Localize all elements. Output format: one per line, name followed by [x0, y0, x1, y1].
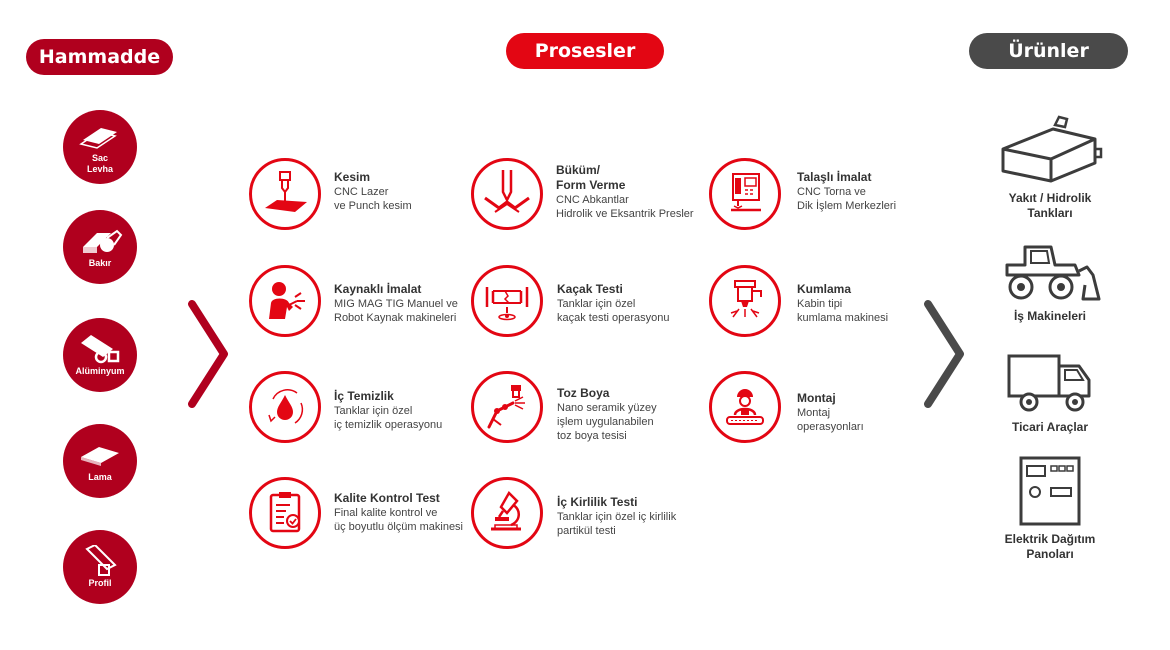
process-leak-test — [557, 282, 670, 325]
process-welding — [334, 282, 458, 325]
processes-header: Prosesler — [506, 33, 664, 69]
chevron-right-icon — [184, 298, 232, 410]
products-header: Ürünler — [969, 33, 1128, 69]
welder-icon — [259, 275, 311, 327]
process-assembly — [797, 391, 864, 434]
tank-icon — [995, 113, 1105, 187]
cleaning-drop-icon — [259, 381, 311, 433]
process-title: İç Temizlik — [334, 389, 394, 403]
raw-item-aluminium — [63, 318, 137, 392]
leak-test-icon — [481, 275, 533, 327]
raw-item-label: Lama — [88, 472, 112, 482]
process-title: Montaj — [797, 391, 836, 405]
product-label: Elektrik Dağıtım Panoları — [1004, 532, 1096, 561]
aluminium-profile-icon — [77, 333, 123, 365]
quality-clipboard-icon — [259, 487, 311, 539]
chevron-right-icon — [920, 298, 968, 410]
process-title: İç Kirlilik Testi — [557, 495, 638, 509]
cnc-machine-icon — [719, 168, 771, 220]
raw-item-label: Bakır — [88, 258, 112, 268]
raw-item-label: Alüminyum — [75, 366, 125, 376]
raw-item-copper — [63, 210, 137, 284]
product-tanks — [970, 113, 1130, 221]
raw-item-profile — [63, 530, 137, 604]
process-icon-cutting — [249, 158, 321, 230]
process-quality — [334, 491, 463, 534]
press-brake-icon — [481, 168, 533, 220]
copper-bar-icon — [77, 225, 123, 257]
process-powder-coating — [557, 386, 657, 443]
process-icon-machining — [709, 158, 781, 230]
process-icon-contamination — [471, 477, 543, 549]
raw-item-sheet — [63, 110, 137, 184]
box-profile-icon — [77, 545, 123, 577]
process-desc: Nano seramik yüzey işlem uygulanabilen toz boya tesisi — [557, 402, 657, 442]
raw-item-label: Profil — [88, 578, 112, 588]
process-title: Toz Boya — [557, 386, 610, 400]
process-icon-leak-test — [471, 265, 543, 337]
process-title: Kaçak Testi — [557, 282, 623, 296]
process-contamination — [557, 495, 676, 538]
process-title: Büküm/ Form Verme — [556, 163, 626, 192]
truck-icon — [995, 352, 1105, 416]
process-title: Kesim — [334, 170, 371, 184]
process-icon-welding — [249, 265, 321, 337]
process-bending — [556, 163, 694, 221]
process-icon-powder-coating — [471, 371, 543, 443]
product-label: Ticari Araçlar — [1011, 420, 1089, 434]
process-desc: CNC Torna ve Dik İşlem Merkezleri — [797, 186, 897, 212]
process-desc: MIG MAG TIG Manuel ve Robot Kaynak makineleri — [334, 298, 458, 324]
process-title: Kumlama — [797, 282, 852, 296]
process-icon-sandblast — [709, 265, 781, 337]
electric-panel-icon — [995, 456, 1105, 528]
product-commercial-vehicles — [970, 352, 1130, 435]
raw-item-label: Sac Levha — [86, 152, 113, 174]
loader-icon — [995, 241, 1105, 305]
product-label: İş Makineleri — [1013, 309, 1087, 323]
product-construction-machines — [970, 241, 1130, 324]
process-desc: Tanklar için özel iç kirlilik partikül testi — [557, 511, 677, 537]
paint-robot-icon — [481, 381, 533, 433]
process-cleaning — [334, 389, 442, 432]
flat-bar-icon — [77, 439, 123, 471]
process-desc: Tanklar için özel iç temizlik operasyonu — [334, 405, 443, 431]
process-icon-bending — [471, 158, 543, 230]
process-icon-quality — [249, 477, 321, 549]
sandblast-icon — [719, 275, 771, 327]
process-icon-assembly — [709, 371, 781, 443]
process-desc: Montaj operasyonları — [797, 407, 864, 433]
process-desc: Tanklar için özel kaçak testi operasyonu — [557, 298, 670, 324]
microscope-icon — [481, 487, 533, 539]
process-cutting — [334, 170, 412, 213]
product-label: Yakıt / Hidrolik Tankları — [1008, 191, 1092, 220]
process-sandblast — [797, 282, 888, 325]
process-desc: Final kalite kontrol ve üç boyutlu ölçüm makinesi — [334, 507, 464, 533]
process-title: Talaşlı İmalat — [797, 170, 872, 184]
process-desc: CNC Abkantlar Hidrolik ve Eksantrik Presler — [556, 194, 694, 220]
assembly-worker-icon — [719, 381, 771, 433]
process-desc: Kabin tipi kumlama makinesi — [797, 298, 889, 324]
raw-materials-header: Hammadde — [26, 39, 173, 75]
laser-cutting-icon — [259, 168, 311, 220]
process-title: Kaynaklı İmalat — [334, 282, 422, 296]
process-title: Kalite Kontrol Test — [334, 491, 440, 505]
product-electric-panels — [970, 456, 1130, 562]
raw-item-flat-bar — [63, 424, 137, 498]
process-machining — [797, 170, 896, 213]
process-icon-cleaning — [249, 371, 321, 443]
sheet-icon — [77, 120, 123, 152]
process-desc: CNC Lazer ve Punch kesim — [334, 186, 412, 212]
